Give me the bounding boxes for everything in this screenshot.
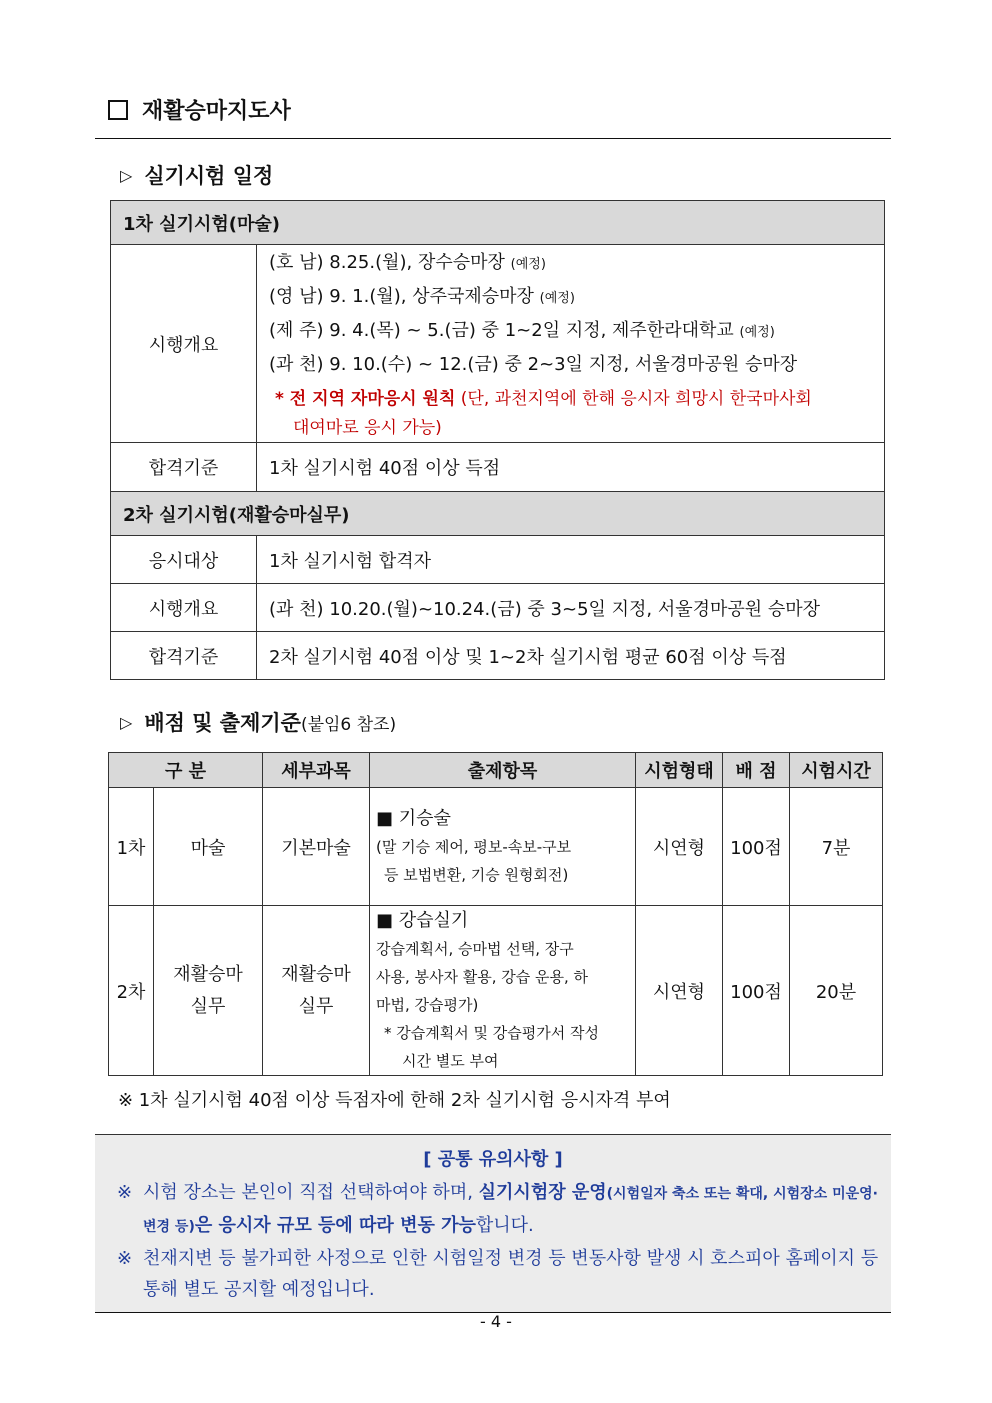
section-heading-scoring-text: 배점 및 출제기준 — [144, 711, 301, 735]
exam1-overview-label: 시행개요 — [111, 245, 257, 443]
scoring-table — [108, 752, 883, 1076]
exam2-target-value: 1차 실기시험 합격자 — [257, 536, 885, 584]
header-form: 시험형태 — [636, 753, 723, 788]
reference-mark-icon: ※ — [117, 1248, 133, 1269]
round-cell: 2차 — [109, 906, 154, 1076]
form-cell: 시연형 — [636, 906, 723, 1076]
exam2-pass-label: 합격기준 — [111, 632, 257, 680]
exam2-overview-value: (과 천) 10.20.(월)~10.24.(금) 중 3~5일 지정, 서울경마공원 승마장 — [257, 584, 885, 632]
exam1-header: 1차 실기시험(마술) — [111, 201, 885, 245]
item-cell — [370, 906, 636, 1076]
item-title: ■ 강습실기 — [376, 909, 469, 931]
subject-cell: 기본마술 — [263, 788, 370, 906]
common-notice-item-2: ※ 천재지변 등 불가피한 사정으로 인한 시험일정 변경 등 변동사항 발생 시 호스피아 홈페이지 등 통해 별도 공지할 예정입니다. — [117, 1243, 881, 1305]
checkbox-square-icon — [108, 100, 128, 120]
section-heading-schedule — [120, 160, 273, 190]
common-notice-item-1: ※ 시험 장소는 본인이 직접 선택하여야 하며, 실기시험장 운영(시험일자 축소 또는 확대, 시험장소 미운영·변경 등)은 응시자 규모 등에 따라 변동 가능합니다. — [117, 1177, 881, 1243]
schedule-line: (과 천) 9. 10.(수) ~ 12.(금) 중 2~3일 지정, 서울경마공원 승마장 — [269, 353, 798, 375]
subject-cell: 재활승마 실무 — [263, 906, 370, 1076]
section-heading-scoring — [120, 707, 396, 737]
exam1-note-line2: 대여마로 응시 가능) — [293, 417, 442, 438]
exam2-target-label: 응시대상 — [111, 536, 257, 584]
category-cell: 재활승마 실무 — [154, 906, 263, 1076]
header-points: 배 점 — [723, 753, 790, 788]
page-title-text: 재활승마지도사 — [142, 99, 291, 124]
item-desc-line: (말 기승 제어, 평보-속보-구보 — [376, 837, 572, 856]
schedule-line: (제 주) 9. 4.(목) ~ 5.(금) 중 1~2일 지정, 제주한라대학교 (예정) — [269, 319, 775, 341]
item-note-line: 시간 별도 부여 — [402, 1051, 499, 1070]
exam2-pass-value: 2차 실기시험 40점 이상 및 1~2차 실기시험 평균 60점 이상 득점 — [257, 632, 885, 680]
category-cell: 마술 — [154, 788, 263, 906]
header-item: 출제항목 — [370, 753, 636, 788]
header-category: 구 분 — [109, 753, 263, 788]
time-cell: 7분 — [790, 788, 883, 906]
header-time: 시험시간 — [790, 753, 883, 788]
triangle-right-icon: ▷ — [120, 165, 133, 185]
item-note-line: * 강습계획서 및 강습평가서 작성 — [384, 1023, 599, 1042]
exam2-overview-label: 시행개요 — [111, 584, 257, 632]
common-notice-heading: [ 공통 유의사항 ] — [423, 1149, 563, 1170]
schedule-table — [110, 200, 885, 680]
points-cell: 100점 — [723, 906, 790, 1076]
item-cell — [370, 788, 636, 906]
item-desc-line: 마법, 강습평가) — [376, 995, 479, 1014]
page-number: - 4 - — [480, 1312, 512, 1331]
exam1-overview — [257, 245, 885, 443]
common-notice-box — [95, 1134, 891, 1313]
section-heading-scoring-ref: (붙임6 참조) — [300, 714, 397, 735]
section-heading-schedule-text: 실기시험 일정 — [144, 164, 274, 188]
exam2-header: 2차 실기시험(재활승마실무) — [111, 492, 885, 536]
exam1-pass-label: 합격기준 — [111, 443, 257, 492]
schedule-line: (영 남) 9. 1.(월), 상주국제승마장 (예정) — [269, 285, 575, 307]
points-cell: 100점 — [723, 788, 790, 906]
time-cell: 20분 — [790, 906, 883, 1076]
item-desc-line: 강습계획서, 승마법 선택, 장구 — [376, 939, 574, 958]
round-cell: 1차 — [109, 788, 154, 906]
table-row — [109, 906, 883, 1076]
exam1-note: * 전 지역 자마응시 원칙 (단, 과천지역에 한해 응시자 희망시 한국마사회 — [275, 388, 812, 409]
item-desc-line: 사용, 봉사자 활용, 강습 운용, 하 — [376, 967, 589, 986]
item-desc-line: 등 보법변환, 기승 원형회전) — [384, 865, 569, 884]
footnote: ※ 1차 실기시험 40점 이상 득점자에 한해 2차 실기시험 응시자격 부여 — [118, 1090, 671, 1111]
form-cell: 시연형 — [636, 788, 723, 906]
header-subject: 세부과목 — [263, 753, 370, 788]
schedule-line: (호 남) 8.25.(월), 장수승마장 (예정) — [269, 251, 546, 273]
exam1-pass-value: 1차 실기시험 40점 이상 득점 — [257, 443, 885, 492]
reference-mark-icon: ※ — [117, 1182, 133, 1203]
item-title: ■ 기승술 — [376, 807, 451, 829]
page-title — [108, 94, 291, 125]
triangle-right-icon: ▷ — [120, 712, 133, 732]
table-row — [109, 788, 883, 906]
title-divider — [95, 138, 891, 139]
